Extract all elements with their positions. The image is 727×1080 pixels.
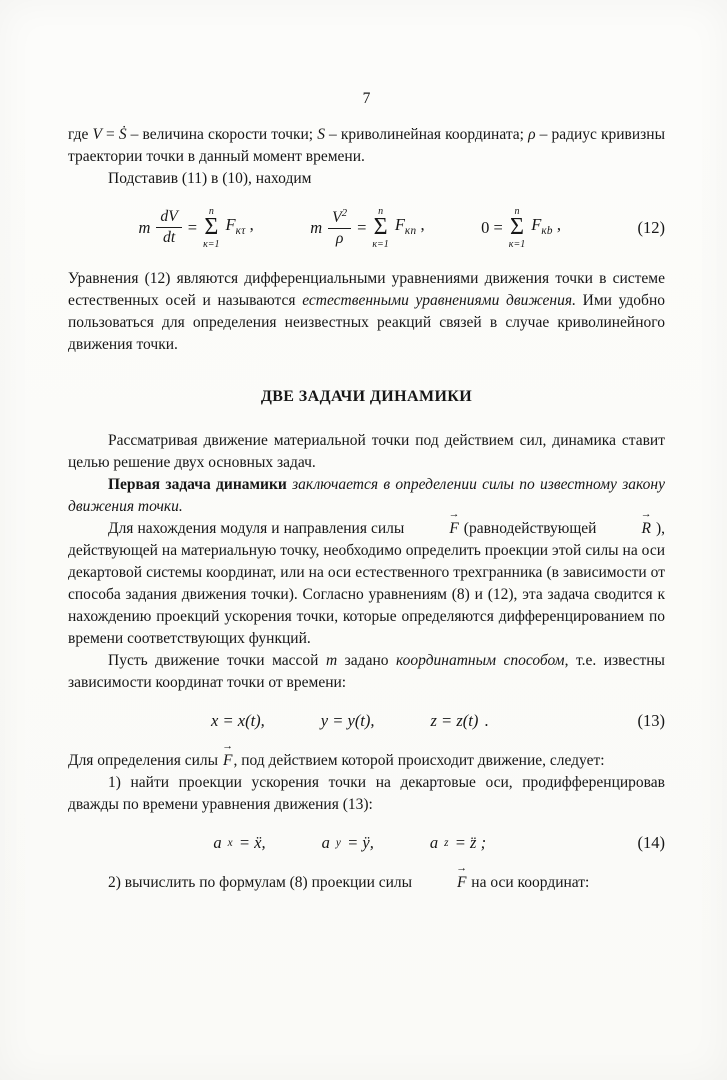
sigma-icon: Σ [510, 214, 524, 240]
vector-symbol: → F [408, 518, 459, 540]
paragraph-natural-equations: Уравнения (12) являются дифференциальными уравнениями движения точки в системе естественных осей и называются естественными уравнениями движения. Ими удобно пользоваться для определения неизвестных реакций связей в случае криволинейного движения точки. [68, 269, 665, 353]
paragraph-step-2: 2) вычислить по формулам (8) проекции силы → F на оси координат: [68, 872, 665, 894]
paragraph-substitution: Подставив (11) в (10), находим [108, 170, 312, 187]
paragraph-force-determination: Для определения силы → F, под действием которой происходит движение, следует: [68, 750, 665, 772]
paragraph-velocity-definition: где V = Ṡ – величина скорости точки; S – криволинейная координата; ρ – радиус кривизны траектории точки в данный момент времени. [68, 126, 665, 165]
formula-13 [68, 710, 665, 732]
force-normal-term: $F_{кп}$ , [394, 214, 425, 237]
vector-arrow-icon: → [456, 861, 468, 874]
vector-symbol: → F [416, 872, 467, 894]
sigma-icon: Σ [373, 214, 388, 240]
equals-sign: = [357, 217, 367, 237]
vector-arrow-icon: → [448, 507, 460, 520]
paragraph-coordinate-method: Пусть движение точки массой m задано координатным способом, т.е. известны зависимости координат точки от времени: [68, 651, 665, 691]
fraction-dv-dt: $\frac{dV}{dt}$ [156, 208, 181, 247]
formula-12 [68, 206, 665, 250]
paragraph-dynamics-goal: Рассматривая движение материальной точки под действием сил, динамика ставит целью решение двух основных задач. [68, 431, 665, 471]
equation-z-of-t: z = z(t) . [430, 710, 489, 730]
equation-ax: a x = ẍ, [213, 832, 266, 852]
equation-number-12: (12) [637, 217, 665, 237]
section-heading-two-problems: ДВЕ ЗАДАЧИ ДИНАМИКИ [260, 387, 473, 405]
paragraph-force-projections: Для нахождения модуля и направления силы → F (равнодействующей → R ), действующей на материальную точку, необходимо определить проекции этой силы на оси декартовой системы координат, или на оси естественного трехгранника (в зависимости от способа задания движения точки). Согласно уравнениям (8) и (12), эта задача сводится к нахождению проекций ускорения точки, которые определяются дифференцированием по времени соответствующих функций. [68, 507, 665, 647]
vector-arrow-icon: → [222, 739, 234, 752]
formula-14 [68, 832, 665, 854]
equation-ay: a y = ÿ, [321, 832, 374, 852]
equation-tangential [138, 206, 253, 250]
sigma-icon: Σ [204, 214, 219, 240]
mass-symbol: m [310, 217, 323, 237]
mass-symbol: m [138, 217, 151, 237]
force-binormal-term: $F_{кb}$ , [531, 214, 562, 237]
formula-13-equations [68, 710, 632, 732]
equation-binormal [481, 206, 561, 250]
force-tangential-term: $F_{к\tau}$ , [225, 214, 254, 237]
vector-arrow-icon: → [640, 507, 652, 520]
page-number: 7 [362, 90, 371, 107]
equation-number-13: (13) [637, 710, 665, 730]
summation-sign: n Σ к=1 [508, 206, 526, 250]
equation-number-14: (14) [637, 832, 665, 852]
vector-symbol: → R [600, 518, 651, 540]
zero-equals: 0 = [481, 217, 503, 237]
equation-y-of-t: y = y(t), [320, 710, 375, 730]
paragraph-first-problem: Первая задача динамики заключается в определении силы по известному закону движения точки. [68, 475, 665, 515]
summation-sign: n Σ к=1 [372, 206, 389, 250]
equals-sign: = [187, 217, 198, 237]
summation-sign: n Σ к=1 [203, 206, 220, 250]
vector-symbol: → F [222, 739, 234, 769]
formula-12-equations [68, 206, 632, 250]
fraction-v2-rho: $\frac{V^2}{\rho}$ [328, 208, 351, 248]
equation-normal [310, 206, 424, 250]
formula-14-equations [68, 832, 632, 854]
equation-az: a z = z̈ ; [429, 832, 487, 852]
paragraph-step-1: 1) найти проекции ускорения точки на декартовые оси, продифференцировав дважды по времени уравнения движения (13): [68, 773, 665, 813]
equation-x-of-t: x = x(t), [211, 710, 265, 730]
